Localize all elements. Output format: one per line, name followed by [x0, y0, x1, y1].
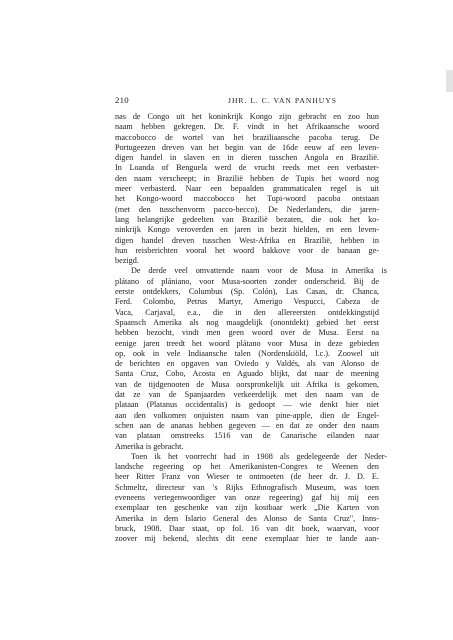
text-line-content: aan den volkomen onjuisten naam van pine-apple, dien de Engel-	[115, 410, 379, 420]
text-line	[115, 122, 379, 132]
text-line-content: den naam verscheept; in Brazilië hebben de Tupis het woord nog	[115, 173, 379, 183]
text-line-content: hebben bezocht, vindt men geen woord over de Musa. Eerst na	[115, 328, 379, 338]
text-line-content: naam hebben gekregen. Dr. F. vindt in het Afrikaansche woord	[115, 122, 379, 132]
text-line-content: In Loanda of Benguela werd de vrucht reeds met een verbaster-	[115, 163, 379, 173]
text-line-content: op, ook in vele Indiaansche talen (Nordenskiöld, l.c.). Zoowel uit	[115, 348, 379, 358]
text-line	[115, 318, 379, 328]
text-line	[115, 493, 379, 503]
text-line	[115, 339, 379, 349]
text-line	[115, 369, 379, 379]
text-line	[115, 390, 379, 400]
text-line	[115, 442, 379, 452]
text-line-content: meer verbasterd. Naar een bepaalden grammaticalen regel is uit	[115, 184, 379, 194]
text-line	[115, 266, 387, 276]
text-line	[115, 277, 379, 287]
text-line	[115, 297, 379, 307]
running-head: JHR. L. C. VAN PANHUYS	[227, 96, 337, 105]
text-line-content: zoover mij bekend, slechts dit eene exemplaar hier te lande aan-	[115, 534, 379, 544]
text-line	[115, 215, 379, 225]
text-line-content: eveneens vertegenwoordiger van onze regeering) gaf hij mij een	[115, 492, 379, 502]
text-line-content: hun reisberichten vooral het woord bakkove voor de banaan ge-	[115, 245, 379, 255]
text-line-content: ninkrijk Kongo veroverden en jaren in bezit hielden, en een leven-	[115, 225, 379, 235]
book-page	[115, 95, 387, 544]
text-line-content: Toen ik het voorrecht had in 1908 als gedelegeerde der Neder-	[131, 451, 387, 461]
text-line	[115, 153, 379, 163]
text-line	[115, 514, 379, 524]
text-line-content: nas de Congo uit het koninkrijk Kongo zijn gebracht en zoo hun	[115, 112, 379, 121]
text-line-content: Amerika in dem Islario General des Alonso de Santa Cruz", Inns-	[115, 513, 379, 523]
text-line	[115, 143, 379, 153]
text-line	[115, 524, 379, 534]
scan-edge-mark	[446, 70, 453, 92]
text-line	[115, 225, 379, 235]
text-line-content: lang belangrijke gedeelten van Brazilië bezaten, die ook het ko-	[115, 214, 379, 224]
text-line-content: van plataan omstreeks 1516 van de Canarische eilanden naar	[115, 431, 379, 441]
text-line-content: eenige jaren treedt het woord plátano voor Musa in deze gebieden	[115, 338, 379, 348]
text-line-content: bezigd.	[115, 256, 139, 266]
text-line-content: maccobocco de wortel van het braziliaansche pacoba terug. De	[115, 132, 379, 142]
text-line-content: landsche regeering op het Amerikanisten-Congres te Weenen den	[115, 462, 379, 472]
text-line	[115, 328, 379, 338]
text-line-content: Spaansch Amerika als nog maagdelijk (onontdekt) gebied het eerst	[115, 317, 379, 327]
text-line-content: de berichten en opgaven van Oviedo y Valdés, als van Alonso de	[115, 359, 379, 369]
text-line-content: schen aan de ananas hebben gegeven — en dat ze onder den naam	[115, 420, 379, 430]
text-line	[115, 163, 379, 173]
text-line	[115, 483, 379, 493]
text-line-content: digen handel dreven tusschen West-Afrika en Brazilië, hebben in	[115, 235, 379, 245]
text-line	[115, 308, 379, 318]
text-line	[115, 503, 379, 513]
text-line-content: Vaca, Carjaval, e.a., die in den allereersten ontdekkingstijd	[115, 307, 379, 317]
text-line	[115, 380, 379, 390]
text-line	[115, 287, 379, 297]
text-line	[115, 411, 379, 421]
text-line	[115, 246, 379, 256]
text-line-content: Ferd. Colombo, Petrus Martyr, Amerigo Vespucci, Cabeza de	[115, 297, 379, 307]
text-line-content: van de tijdgenooten de Musa oorspronkelijk uit Afrika is gekomen,	[115, 379, 379, 389]
text-line	[115, 112, 379, 122]
body-text	[115, 112, 387, 544]
text-line	[115, 236, 379, 246]
text-line	[115, 400, 379, 410]
text-line-content: eerste ontdekkers, Columbus (Sp. Colón), Las Casas, dr. Chanca,	[115, 287, 379, 297]
text-line-content: Santa Cruz, Cobo, Acosta en Aguado blijkt, dat naar de meening	[115, 369, 379, 379]
text-line	[115, 205, 379, 215]
text-line	[115, 359, 379, 369]
text-line	[115, 451, 387, 462]
page-header	[115, 95, 379, 105]
text-line	[115, 194, 379, 204]
text-line	[115, 184, 379, 194]
text-line-content: exemplaar ten geschenke van zijn kostbaar werk „Die Karten von	[115, 503, 379, 513]
text-line-content: het Kongo-woord maccobocco het Tupi-woord pacoba ontstaan	[115, 194, 379, 204]
text-line	[115, 349, 379, 359]
page-number: 210	[115, 95, 129, 105]
text-line-content: (met den tusschenvorm pacco-becco). De Nederlanders, die jaren-	[115, 204, 379, 214]
text-line-content: Portugeezen dreven van het begin van de 16de eeuw af een leven-	[115, 142, 379, 152]
text-line-content: heer Ritter Franz von Wieser te ontmoeten (de heer dr. J. D. E.	[115, 472, 379, 482]
text-line-content: Amerika is gebracht.	[115, 441, 184, 451]
text-line	[115, 174, 379, 184]
text-line-content: plataan (Platanus occidentalis) is gedoopt — wie denkt hier niet	[115, 400, 379, 410]
text-line	[115, 534, 379, 544]
text-line	[115, 472, 379, 482]
text-line	[115, 133, 379, 143]
text-line-content: Schmeltz, directeur van 's Rijks Ethnografisch Museum, was toen	[115, 482, 379, 492]
text-line	[115, 421, 379, 431]
text-line	[115, 462, 379, 472]
text-line-content: digen handel in slaven en in dieren tusschen Angola en Brazilië.	[115, 153, 379, 163]
text-line-content: dat ze van de Spanjaarden verkeerdelijk met den naam van de	[115, 390, 379, 400]
text-line-content: De derde veel omvattende naam voor de Musa in Amerika is	[131, 266, 387, 276]
text-line-content: plátano of plániano, voor Musa-soorten zonder onderscheid. Bij de	[115, 276, 379, 286]
text-line-content: bruck, 1908. Daar staat, op fol. 16 van dit boek, waarvan, voor	[115, 523, 379, 533]
text-line	[115, 431, 379, 441]
text-line	[115, 256, 379, 266]
